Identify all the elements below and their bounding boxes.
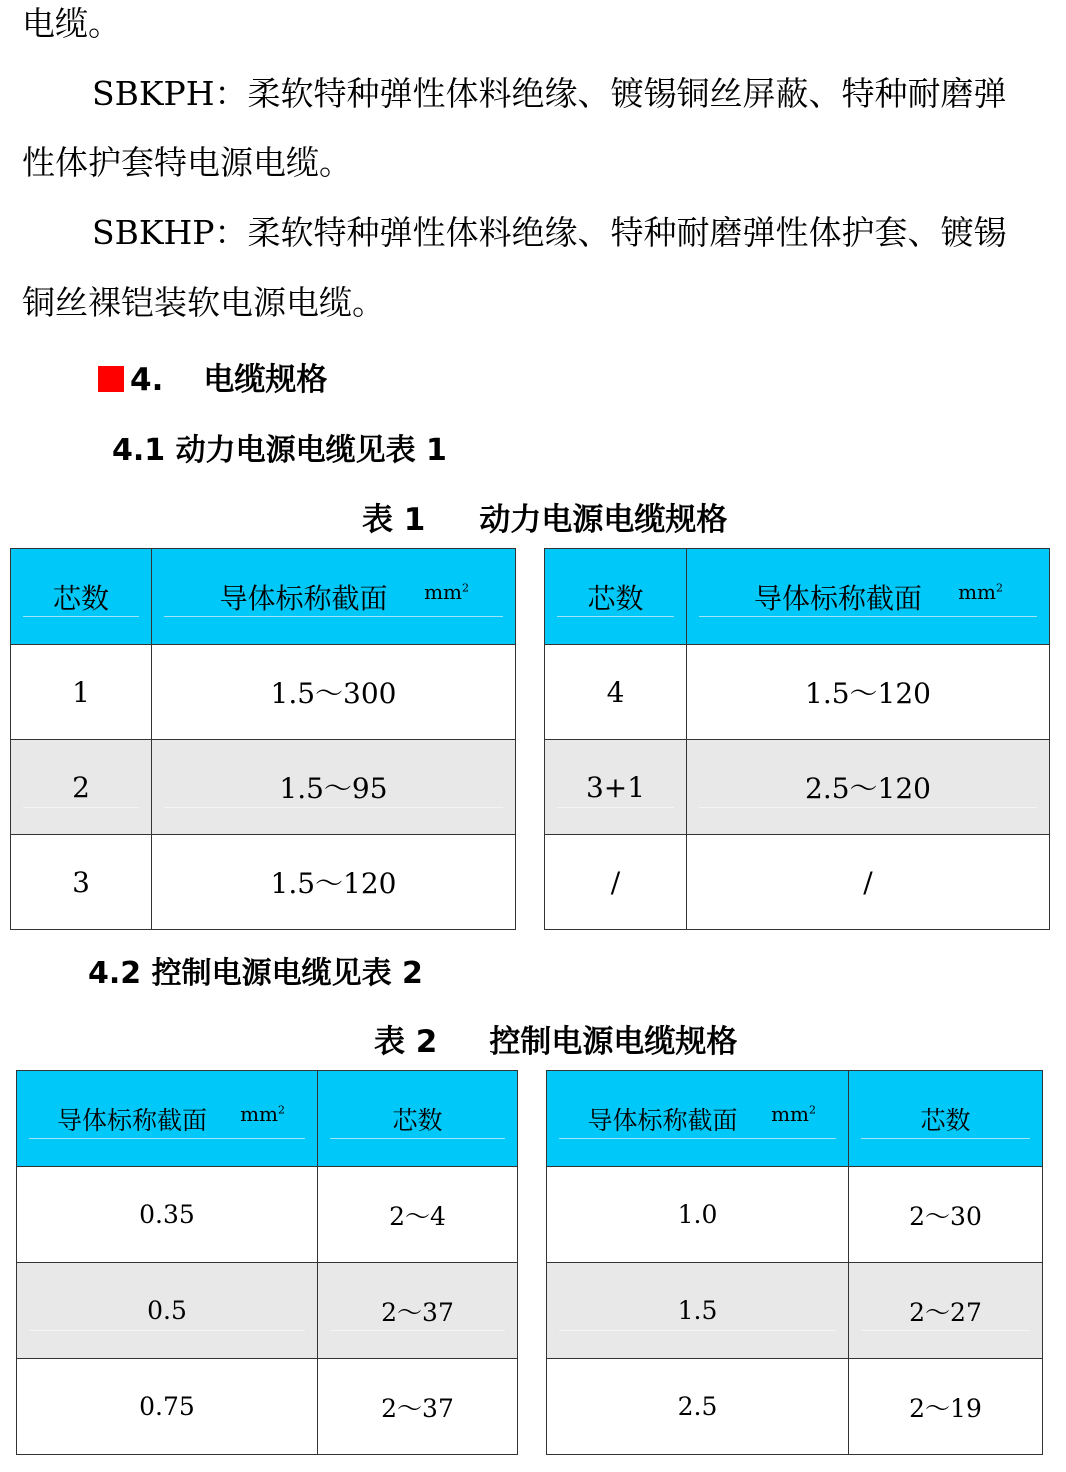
cell-cores: 4 — [545, 645, 687, 740]
header-cores: 芯数 — [545, 549, 687, 645]
header-section: 导体标称截面 $mm^2$ — [547, 1071, 849, 1167]
cell-cores: 3+1 — [545, 740, 687, 835]
cell-cores: 3 — [11, 835, 152, 930]
cell-section: 1.5～95 — [152, 740, 516, 835]
table-row — [17, 1167, 1043, 1263]
unit-label: $mm^2$ — [771, 1101, 816, 1126]
table-gap — [518, 1263, 547, 1359]
unit-label: $mm^2$ — [424, 579, 469, 604]
table-caption — [362, 494, 727, 539]
header-cores: 芯数 — [11, 549, 152, 645]
cell-section: 1.5 — [547, 1263, 849, 1359]
table-caption — [374, 1016, 737, 1061]
cell-cores: 1 — [11, 645, 152, 740]
cell-cores: 2～37 — [318, 1263, 518, 1359]
table-gap — [518, 1359, 547, 1455]
table-row — [11, 740, 1050, 835]
cell-cores: 2～30 — [849, 1167, 1043, 1263]
caption-title: 动力电源电缆规格 — [479, 502, 728, 538]
header-section: 导体标称截面 $mm^2$ — [687, 549, 1050, 645]
paragraph-line: 电缆。 — [22, 4, 121, 43]
header-cores: 芯数 — [318, 1071, 518, 1167]
unit-label: $mm^2$ — [240, 1101, 285, 1126]
cell-section: 0.5 — [17, 1263, 318, 1359]
table-gap — [516, 549, 545, 645]
cell-cores: 2～19 — [849, 1359, 1043, 1455]
table-header-row — [11, 549, 1050, 645]
table-gap — [518, 1167, 547, 1263]
table-row — [11, 645, 1050, 740]
caption-number: 表 2 — [374, 1024, 438, 1060]
cell-section: / — [687, 835, 1050, 930]
cell-cores: 2～37 — [318, 1359, 518, 1455]
unit-label: $mm^2$ — [958, 579, 1003, 604]
section-number: 4. — [130, 362, 164, 398]
table-gap — [516, 740, 545, 835]
table-row — [17, 1263, 1043, 1359]
cell-section: 0.75 — [17, 1359, 318, 1455]
header-cores: 芯数 — [849, 1071, 1043, 1167]
table-header-row — [17, 1071, 1043, 1167]
cell-section: 2.5 — [547, 1359, 849, 1455]
header-section: 导体标称截面 $mm^2$ — [152, 549, 516, 645]
header-section: 导体标称截面 $mm^2$ — [17, 1071, 318, 1167]
cell-cores: 2～4 — [318, 1167, 518, 1263]
section-heading — [98, 354, 327, 399]
red-square-icon — [98, 366, 124, 392]
cell-cores: 2～27 — [849, 1263, 1043, 1359]
table-row — [11, 835, 1050, 930]
section-title: 电缆规格 — [203, 362, 328, 398]
table-gap — [518, 1071, 547, 1167]
power-cable-spec-table — [10, 548, 1050, 930]
cell-section: 1.5～300 — [152, 645, 516, 740]
cell-section: 1.5～120 — [687, 645, 1050, 740]
cell-cores: 2 — [11, 740, 152, 835]
subsection-heading: 4.2 控制电源电缆见表 2 — [88, 956, 423, 991]
cell-cores: / — [545, 835, 687, 930]
paragraph-line: 铜丝裸铠装软电源电缆。 — [22, 283, 385, 322]
table-gap — [516, 835, 545, 930]
paragraph-line: SBKHP：柔软特种弹性体料绝缘、特种耐磨弹性体护套、镀锡 — [92, 213, 1007, 252]
paragraph-line: 性体护套特电源电缆。 — [22, 143, 352, 182]
caption-title: 控制电源电缆规格 — [489, 1024, 738, 1060]
control-cable-spec-table — [16, 1070, 1043, 1455]
table-row — [17, 1359, 1043, 1455]
table-gap — [516, 645, 545, 740]
cell-section: 1.5～120 — [152, 835, 516, 930]
cell-section: 2.5～120 — [687, 740, 1050, 835]
cell-section: 0.35 — [17, 1167, 318, 1263]
subsection-heading: 4.1 动力电源电缆见表 1 — [112, 433, 447, 468]
paragraph-line: SBKPH：柔软特种弹性体料绝缘、镀锡铜丝屏蔽、特种耐磨弹 — [92, 74, 1007, 113]
caption-number: 表 1 — [362, 502, 426, 538]
cell-section: 1.0 — [547, 1167, 849, 1263]
